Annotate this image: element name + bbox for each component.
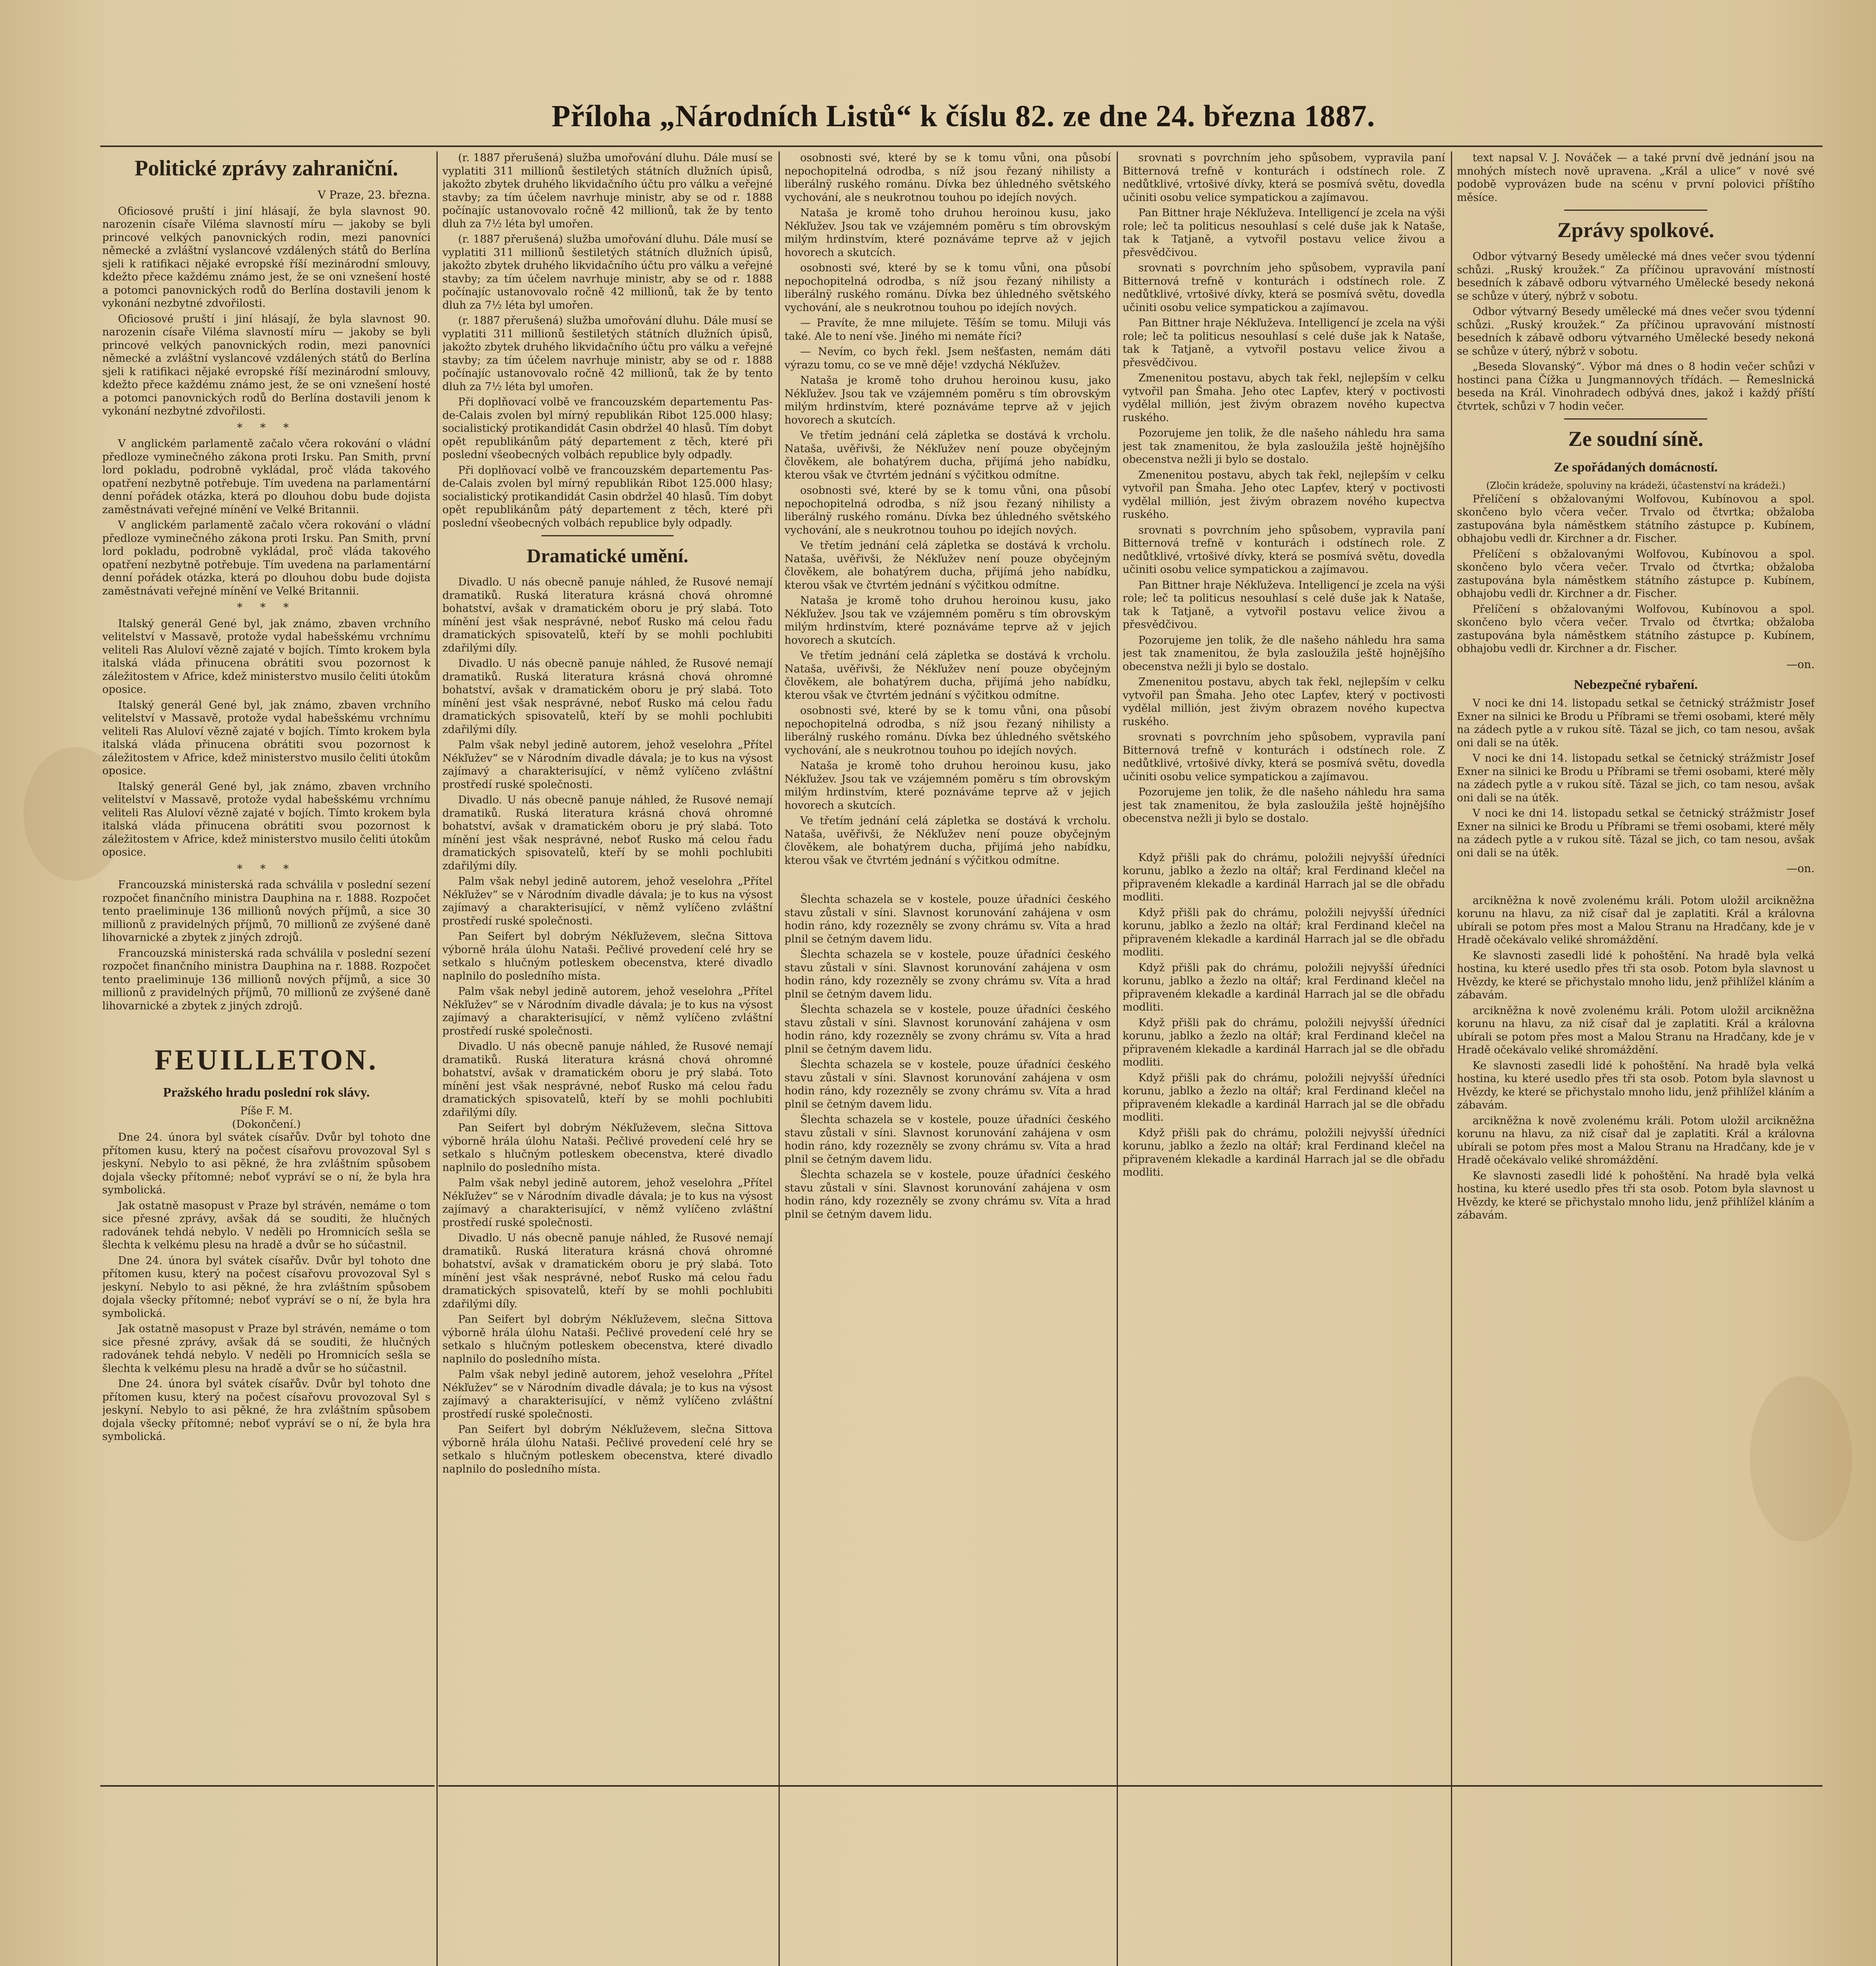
section-heading: Ze soudní síně.	[1568, 427, 1703, 451]
column-3	[784, 151, 1111, 1966]
article-paragraph: Dne 24. února byl svátek císařův. Dvůr byl tohoto dne přítomen kusu, který na počest císařovu provozoval Syl s jeskyní. Nebylo to asi pěkné, že hra zvláštním spůsobem dojala všecky přítomné; neboť vypráví se o ní, že byla hra symbolická.	[102, 1131, 431, 1196]
column-rule	[1451, 151, 1452, 1966]
article-paragraph: Nataša je kromě toho druhou heroinou kusu, jako Nékľužev. Jsou tak ve vzájemném poměru s tím obrovským milým hrdinstvím, které poznáváme teprve až v jejich hovorech a skutcích.	[784, 595, 1111, 646]
article-paragraph: Divadlo. U nás obecně panuje náhled, že Rusové nemají dramatiků. Ruská literatura krásná chová ohromné bohatství, avšak v dramatickém oboru je prý slabá. Toto mínění jest však nesprávné, neboť Rusko má celou řadu dramatických spisovatelů, kteří by se mohli pochlubiti zdařilými díly.	[442, 1040, 773, 1119]
column-rule	[436, 151, 438, 1966]
article-paragraph: Palm však nebyl jedině autorem, jehož veselohra „Přítel Nékľužev“ se v Národním divadle dávala; je to kus na výsost zajímavý a charakterisující, v němž vylíčeno zvláštní prostředí ruské společnosti.	[442, 739, 773, 791]
article-paragraph: srovnati s povrchním jeho spůsobem, vypravila paní Bitternová trefně v konturách i odstínech role. Z nedůtklivé, vrtošivé dívky, která se posmívá světu, dovedla učiniti osobu velice sympatickou a zajímavou.	[1123, 524, 1445, 576]
article-paragraph: arcikněžna k nově zvolenému králi. Potom uložil arcikněžna korunu na hlavu, za niž císař dal je zaplatiti. Král a královna ubírali se potom přes most a Malou Stranu na Hradčany, kde je v Hradě očekávalo veliké shromáždění.	[1457, 1004, 1815, 1056]
article-paragraph: Šlechta schazela se v kostele, pouze úřadníci českého stavu zůstali v síni. Slavnost korunování zahájena v osm hodin ráno, kdy rozezněly se zvony chrámu sv. Víta a hrad plnil se četným davem lidu.	[784, 1058, 1111, 1110]
article-paragraph: V noci ke dni 14. listopadu setkal se četnický strážmistr Josef Exner na silnici ke Brodu u Příbrami se třemi osobami, které měly na zádech pytle a v rukou sítě. Tázal se jich, co tam nesou, avšak oni dali se na útěk.	[1457, 752, 1815, 804]
article-paragraph: Odbor výtvarný Besedy umělecké má dnes večer svou týdenní schůzi. „Ruský kroužek.“ Za příčinou upravování místností besedních k zábavě odboru výtvarného Umělecké besedy nekoná se schůze v úterý, nýbrž v sobotu.	[1457, 250, 1815, 302]
feuilleton-continuation: (Dokončení.)	[232, 1118, 301, 1130]
article-paragraph: Francouzská ministerská rada schválila v poslední sezení rozpočet finančního ministra Dauphina na r. 1888. Rozpočet tento praeliminuje 136 millionů nových příjmů, a sice 30 millionů z pravidelných příjmů, 70 millionů ze zvýšené daně lihovarnické a zbytek z jiných zdrojů.	[102, 947, 431, 1012]
article-paragraph: Italský generál Gené byl, jak známo, zbaven vrchního velitelství v Massavě, protože vydal habešskému vrchnímu veliteli Ras Aluloví vězně zajaté v bojích. Tímto krokem byla italská vláda přinucena obrátiti svou pozornost k záležitostem v Africe, kdež ministerstvo musilo čeliti útokům oposice.	[102, 699, 431, 777]
article-paragraph: osobnosti své, které by se k tomu vůni, ona působí nepochopitelná odrodba, s níž jsou řezaný nihilisty a liberálnÿ ruského románu. Dívka bez úhledného světského vychování, ale s neukrotnou touhou po idejích nových.	[784, 152, 1111, 204]
article-paragraph: Palm však nebyl jedině autorem, jehož veselohra „Přítel Nékľužev“ se v Národním divadle dávala; je to kus na výsost zajímavý a charakterisující, v němž vylíčeno zvláštní prostředí ruské společnosti.	[442, 875, 773, 927]
column-rule	[779, 151, 780, 1966]
article-paragraph: Když přišli pak do chrámu, položili nejvyšší úředníci korunu, jablko a žezlo na oltář; kral Ferdinand klečel na připraveném klekadle a kardinál Harrach jal se dle obřadu modliti.	[1123, 906, 1445, 958]
article-paragraph: Dne 24. února byl svátek císařův. Dvůr byl tohoto dne přítomen kusu, který na počest císařovu provozoval Syl s jeskyní. Nebylo to asi pěkné, že hra zvláštním spůsobem dojala všecky přítomné; neboť vypráví se o ní, že byla hra symbolická.	[102, 1254, 431, 1320]
article-paragraph: Zmenenitou postavu, abych tak řekl, nejlepším v celku vytvořil pan Šmaha. Jeho otec Lapťev, který v poctivosti vydělal millión, jest živým obrazem nového kupectva ruského.	[1123, 676, 1445, 728]
column-rule	[1117, 151, 1118, 1966]
article-paragraph: V anglickém parlamentě začalo včera rokování o vládní předloze vyminečného zákona proti Irsku. Pan Smith, první lord pokladu, podrobně vykládal, proč vláda takového opatření nezbytně potřebuje. Tím uvedena na parlamentární denní pořádek otázka, která po dlouhou dobu bude dojista zaměstnávati veřejné mínění ve Velké Britannii.	[102, 438, 431, 516]
article-paragraph: (r. 1887 přerušená) služba umořování dluhu. Dále musí se vyplatiti 311 millionů šestiletých státních dlužních úpisů, jakožto zbytek druhého likvidačního účtu pro válku a veřejné stavby; za tím účelem navrhuje ministr, aby se od r. 1888 počínajíc ustanovovalo ročně 42 millionů, tak že by tento dluh za 7½ léta byl umořen.	[442, 233, 773, 311]
article-paragraph: arcikněžna k nově zvolenému králi. Potom uložil arcikněžna korunu na hlavu, za niž císař dal je zaplatiti. Král a královna ubírali se potom přes most a Malou Stranu na Hradčany, kde je v Hradě očekávalo veliké shromáždění.	[1457, 894, 1815, 946]
column-1	[102, 151, 431, 1966]
article-paragraph: Ve třetím jednání celá zápletka se dostává k vrcholu. Nataša, uvěřivši, že Nékľužev není pouze obyčejným člověkem, ale bohatýrem ducha, přijímá jeho nabídku, kterou však ve čtvrtém jednání s výčitkou odmítne.	[784, 539, 1111, 591]
article-paragraph: Zmenenitou postavu, abych tak řekl, nejlepším v celku vytvořil pan Šmaha. Jeho otec Lapťev, který v poctivosti vydělal millión, jest živým obrazem nového kupectva ruského.	[1123, 469, 1445, 521]
divider	[1564, 210, 1707, 211]
article-paragraph: Šlechta schazela se v kostele, pouze úřadníci českého stavu zůstali v síni. Slavnost korunování zahájena v osm hodin ráno, kdy rozezněly se zvony chrámu sv. Víta a hrad plnil se četným davem lidu.	[784, 1003, 1111, 1055]
feuilleton-heading: FEUILLETON.	[155, 1044, 378, 1076]
feuilleton-title: Pražského hradu poslední rok slávy.	[163, 1085, 370, 1100]
article-paragraph: osobnosti své, které by se k tomu vůni, ona působí nepochopitelná odrodba, s níž jsou řezaný nihilisty a liberálnÿ ruského románu. Dívka bez úhledného světského vychování, ale s neukrotnou touhou po idejích nových.	[784, 705, 1111, 757]
article-paragraph: Ke slavnosti zasedli lidé k pohoštění. Na hradě byla velká hostina, ku které usedlo přes tři sta osob. Potom byla slavnost u Hvězdy, ke které se přichystalo mnoho lidu, jenž přihlížel kláním a zábavám.	[1457, 949, 1815, 1001]
article-subheading-note: (Zločin krádeže, spoluviny na krádeži, účastenství na krádeži.)	[1486, 480, 1786, 491]
article-paragraph: Divadlo. U nás obecně panuje náhled, že Rusové nemají dramatiků. Ruská literatura krásná chová ohromné bohatství, avšak v dramatickém oboru je prý slabá. Toto mínění jest však nesprávné, neboť Rusko má celou řadu dramatických spisovatelů, kteří by se mohli pochlubiti zdařilými díly.	[442, 576, 773, 654]
article-paragraph: Oficiosové pruští i jiní hlásají, že byla slavnost 90. narozenin císaře Viléma slavností míru — jakoby se byli princové velkých panovnických rodin, mezi panovníci německé a zvláštní vyslancové vzdálených států do Berlína sjeli k ratifikaci nějaké evropské říší mezinárodní smlouvy, kdežto přece každému známo jest, že se oni vznešení hosté a potomci panovnických rodů do Berlína dostavili jenom k vykonání nezbytné zdvořilosti.	[102, 205, 431, 309]
article-paragraph: V noci ke dni 14. listopadu setkal se četnický strážmistr Josef Exner na silnici ke Brodu u Příbrami se třemi osobami, které měly na zádech pytle a v rukou sítě. Tázal se jich, co tam nesou, avšak oni dali se na útěk.	[1457, 697, 1815, 749]
article-paragraph: Šlechta schazela se v kostele, pouze úřadníci českého stavu zůstali v síni. Slavnost korunování zahájena v osm hodin ráno, kdy rozezněly se zvony chrámu sv. Víta a hrad plnil se četným davem lidu.	[784, 1169, 1111, 1220]
dialogue-line: — Nevím, co bych řekl. Jsem nešťasten, nemám dáti výrazu tomu, co se ve mně děje! vzdychá Nékľužev.	[784, 346, 1111, 371]
article-paragraph: Když přišli pak do chrámu, položili nejvyšší úředníci korunu, jablko a žezlo na oltář; kral Ferdinand klečel na připraveném klekadle a kardinál Harrach jal se dle obřadu modliti.	[1123, 1016, 1445, 1068]
article-paragraph: osobnosti své, které by se k tomu vůni, ona působí nepochopitelná odrodba, s níž jsou řezaný nihilisty a liberálnÿ ruského románu. Dívka bez úhledného světského vychování, ale s neukrotnou touhou po idejích nových.	[784, 262, 1111, 314]
article-paragraph: srovnati s povrchním jeho spůsobem, vypravila paní Bitternová trefně v konturách i odstínech role. Z nedůtklivé, vrtošivé dívky, která se posmívá světu, dovedla učiniti osobu velice sympatickou a zajímavou.	[1123, 262, 1445, 314]
masthead: Příloha „Národních Listů“ k číslu 82. ze dne 24. března 1887.	[551, 99, 1375, 133]
article-paragraph: Pan Seifert byl dobrým Nékľuževem, slečna Sittova výborně hrála úlohu Nataši. Pečlivé provedení celé hry se setkalo s hlučným potleskem obecenstva, které divadlo naplnilo do posledního místa.	[442, 1313, 773, 1365]
article-paragraph: Přelíčení s obžalovanými Wolfovou, Kubínovou a spol. skončeno bylo včera večer. Trvalo od čtvrtka; obžaloba zastupována byla náměstkem státního zástupce p. Kubínem, obhajobu vedli dr. Kirchner a dr. Fischer.	[1457, 603, 1815, 655]
article-paragraph: Nataša je kromě toho druhou heroinou kusu, jako Nékľužev. Jsou tak ve vzájemném poměru s tím obrovským milým hrdinstvím, které poznáváme teprve až v jejich hovorech a skutcích.	[784, 374, 1111, 426]
article-paragraph: Pozorujeme jen tolik, že dle našeho náhledu hra sama jest tak znamenitou, že byla zasloužila ještě hojnějšího obecenstva nežli ji bylo se dostalo.	[1123, 634, 1445, 673]
article-subheading: Nebezpečné rybaření.	[1574, 677, 1698, 692]
top-rule	[100, 145, 1823, 147]
article-paragraph: Divadlo. U nás obecně panuje náhled, že Rusové nemají dramatiků. Ruská literatura krásná chová ohromné bohatství, avšak v dramatickém oboru je prý slabá. Toto mínění jest však nesprávné, neboť Rusko má celou řadu dramatických spisovatelů, kteří by se mohli pochlubiti zdařilými díly.	[442, 1232, 773, 1310]
article-paragraph: Pozorujeme jen tolik, že dle našeho náhledu hra sama jest tak znamenitou, že byla zasloužila ještě hojnějšího obecenstva nežli ji bylo se dostalo.	[1123, 427, 1445, 466]
article-paragraph: V anglickém parlamentě začalo včera rokování o vládní předloze vyminečného zákona proti Irsku. Pan Smith, první lord pokladu, podrobně vykládal, proč vláda takového opatření nezbytně potřebuje. Tím uvedena na parlamentární denní pořádek otázka, která po dlouhou dobu bude dojista zaměstnávati veřejné mínění ve Velké Britannii.	[102, 519, 431, 597]
article-paragraph: osobnosti své, které by se k tomu vůni, ona působí nepochopitelná odrodba, s níž jsou řezaný nihilisty a liberálnÿ ruského románu. Dívka bez úhledného světského vychování, ale s neukrotnou touhou po idejích nových.	[784, 484, 1111, 536]
article-paragraph: V noci ke dni 14. listopadu setkal se četnický strážmistr Josef Exner na silnici ke Brodu u Příbrami se třemi osobami, které měly na zádech pytle a v rukou sítě. Tázal se jich, co tam nesou, avšak oni dali se na útěk.	[1457, 807, 1815, 859]
article-paragraph: Divadlo. U nás obecně panuje náhled, že Rusové nemají dramatiků. Ruská literatura krásná chová ohromné bohatství, avšak v dramatickém oboru je prý slabá. Toto mínění jest však nesprávné, neboť Rusko má celou řadu dramatických spisovatelů, kteří by se mohli pochlubiti zdařilými díly.	[442, 794, 773, 872]
article-paragraph: Šlechta schazela se v kostele, pouze úřadníci českého stavu zůstali v síni. Slavnost korunování zahájena v osm hodin ráno, kdy rozezněly se zvony chrámu sv. Víta a hrad plnil se četným davem lidu.	[784, 893, 1111, 945]
article-paragraph: Jak ostatně masopust v Praze byl strávén, nemáme o tom sice přesné zprávy, avšak dá se souditi, že hlučných radovánek tehdá nebylo. V neděli po Hromnicích sešla se šlechta k velkému plesu na hradě a dvůr se ho súčastnil.	[102, 1323, 431, 1375]
article-paragraph: Ke slavnosti zasedli lidé k pohoštění. Na hradě byla velká hostina, ku které usedlo přes tři sta osob. Potom byla slavnost u Hvězdy, ke které se přichystalo mnoho lidu, jenž přihlížel kláním a zábavám.	[1457, 1169, 1815, 1221]
article-paragraph: Pan Seifert byl dobrým Nékľuževem, slečna Sittova výborně hrála úlohu Nataši. Pečlivé provedení celé hry se setkalo s hlučným potleskem obecenstva, které divadlo naplnilo do posledního místa.	[442, 1122, 773, 1174]
article-paragraph: Palm však nebyl jedině autorem, jehož veselohra „Přítel Nékľužev“ se v Národním divadle dávala; je to kus na výsost zajímavý a charakterisující, v němž vylíčeno zvláštní prostředí ruské společnosti.	[442, 985, 773, 1037]
article-paragraph: Když přišli pak do chrámu, položili nejvyšší úředníci korunu, jablko a žezlo na oltář; kral Ferdinand klečel na připraveném klekadle a kardinál Harrach jal se dle obřadu modliti.	[1123, 851, 1445, 903]
separator-stars: * * *	[237, 421, 296, 434]
article-paragraph: Šlechta schazela se v kostele, pouze úřadníci českého stavu zůstali v síni. Slavnost korunování zahájena v osm hodin ráno, kdy rozezněly se zvony chrámu sv. Víta a hrad plnil se četným davem lidu.	[784, 948, 1111, 1000]
article-paragraph: (r. 1887 přerušená) služba umořování dluhu. Dále musí se vyplatiti 311 millionů šestiletých státních dlužních úpisů, jakožto zbytek druhého likvidačního účtu pro válku a veřejné stavby; za tím účelem navrhuje ministr, aby se od r. 1888 počínajíc ustanovovalo ročně 42 millionů, tak že by tento dluh za 7½ léta byl umořen.	[442, 315, 773, 393]
article-paragraph: srovnati s povrchním jeho spůsobem, vypravila paní Bitternová trefně v konturách i odstínech role. Z nedůtklivé, vrtošivé dívky, která se posmívá světu, dovedla učiniti osobu velice sympatickou a zajímavou.	[1123, 152, 1445, 204]
divider	[1564, 418, 1707, 420]
signature: —on.	[1786, 862, 1815, 875]
dialogue-line: — Pravíte, že mne milujete. Těším se tomu. Miluji vás také. Ale to není vše. Jiného mi nemáte říci?	[784, 317, 1111, 342]
article-paragraph: Při doplňovací volbě ve francouzském departementu Pas-de-Calais zvolen byl mírný republikán Ribot 125.000 hlasy; socialistický protikandidát Casin obdržel 40 hlasů. Tím dobyt opět republikánům pátý departement z těch, které při poslední všeobecných volbách republice byly odpadly.	[442, 396, 773, 461]
separator-stars: * * *	[237, 862, 296, 875]
article-paragraph: Francouzská ministerská rada schválila v poslední sezení rozpočet finančního ministra Dauphina na r. 1888. Rozpočet tento praeliminuje 136 millionů nových příjmů, a sice 30 millionů z pravidelných příjmů, 70 millionů ze zvýšené daně lihovarnické a zbytek z jiných zdrojů.	[102, 879, 431, 944]
article-paragraph: Jak ostatně masopust v Praze byl strávén, nemáme o tom sice přesné zprávy, avšak dá se souditi, že hlučných radovánek tehdá nebylo. V neděli po Hromnicích sešla se šlechta k velkému plesu na hradě a dvůr se ho súčastnil.	[102, 1199, 431, 1251]
article-paragraph: Když přišli pak do chrámu, položili nejvyšší úředníci korunu, jablko a žezlo na oltář; kral Ferdinand klečel na připraveném klekadle a kardinál Harrach jal se dle obřadu modliti.	[1123, 961, 1445, 1013]
article-paragraph: Ve třetím jednání celá zápletka se dostává k vrcholu. Nataša, uvěřivši, že Nékľužev není pouze obyčejným člověkem, ale bohatýrem ducha, přijímá jeho nabídku, kterou však ve čtvrtém jednání s výčitkou odmítne.	[784, 650, 1111, 701]
article-paragraph: Ke slavnosti zasedli lidé k pohoštění. Na hradě byla velká hostina, ku které usedlo přes tři sta osob. Potom byla slavnost u Hvězdy, ke které se přichystalo mnoho lidu, jenž přihlížel kláním a zábavám.	[1457, 1059, 1815, 1111]
feuilleton-author: Píše F. M.	[240, 1105, 293, 1117]
column-4	[1123, 151, 1445, 1966]
divider	[541, 535, 674, 536]
separator-stars: * * *	[237, 601, 296, 614]
article-paragraph: Divadlo. U nás obecně panuje náhled, že Rusové nemají dramatiků. Ruská literatura krásná chová ohromné bohatství, avšak v dramatickém oboru je prý slabá. Toto mínění jest však nesprávné, neboť Rusko má celou řadu dramatických spisovatelů, kteří by se mohli pochlubiti zdařilými díly.	[442, 657, 773, 736]
section-heading: Dramatické umění.	[527, 545, 689, 567]
article-paragraph: Odbor výtvarný Besedy umělecké má dnes večer svou týdenní schůzi. „Ruský kroužek.“ Za příčinou upravování místností besedních k zábavě odboru výtvarného Umělecké besedy nekoná se schůze v úterý, nýbrž v sobotu.	[1457, 306, 1815, 357]
article-paragraph: arcikněžna k nově zvolenému králi. Potom uložil arcikněžna korunu na hlavu, za niž císař dal je zaplatiti. Král a královna ubírali se potom přes most a Malou Stranu na Hradčany, kde je v Hradě očekávalo veliké shromáždění.	[1457, 1114, 1815, 1166]
article-paragraph: Palm však nebyl jedině autorem, jehož veselohra „Přítel Nékľužev“ se v Národním divadle dávala; je to kus na výsost zajímavý a charakterisující, v němž vylíčeno zvláštní prostředí ruské společnosti.	[442, 1368, 773, 1420]
article-paragraph: Přelíčení s obžalovanými Wolfovou, Kubínovou a spol. skončeno bylo včera večer. Trvalo od čtvrtka; obžaloba zastupována byla náměstkem státního zástupce p. Kubínem, obhajobu vedli dr. Kirchner a dr. Fischer.	[1457, 493, 1815, 545]
article-paragraph: Oficiosové pruští i jiní hlásají, že byla slavnost 90. narozenin císaře Viléma slavností míru — jakoby se byli princové velkých panovnických rodin, mezi panovníci německé a zvláštní vyslancové vzdálených států do Berlína sjeli k ratifikaci nějaké evropské říší mezinárodní smlouvy, kdežto přece každému známo jest, že se oni vznešení hosté a potomci panovnických rodů do Berlína dostavili jenom k vykonání nezbytné zdvořilosti.	[102, 313, 431, 417]
article-paragraph: Při doplňovací volbě ve francouzském departementu Pas-de-Calais zvolen byl mírný republikán Ribot 125.000 hlasy; socialistický protikandidát Casin obdržel 40 hlasů. Tím dobyt opět republikánům pátý departement z těch, které při poslední všeobecných volbách republice byly odpadly.	[442, 464, 773, 529]
column-2	[442, 151, 773, 1966]
article-paragraph: Pan Bittner hraje Nékľuževa. Intelligencí je zcela na výši role; leč ta politicus nesouhlasí s celé duše jak k Nataše, tak k Tatjaně, a vytvořil postavu velice živou a přesvědčivou.	[1123, 207, 1445, 259]
article-paragraph: (r. 1887 přerušená) služba umořování dluhu. Dále musí se vyplatiti 311 millionů šestiletých státních dlužních úpisů, jakožto zbytek druhého likvidačního účtu pro válku a veřejné stavby; za tím účelem navrhuje ministr, aby se od r. 1888 počínajíc ustanovovalo ročně 42 millionů, tak že by tento dluh za 7½ léta byl umořen.	[442, 152, 773, 230]
article-paragraph: Palm však nebyl jedině autorem, jehož veselohra „Přítel Nékľužev“ se v Národním divadle dávala; je to kus na výsost zajímavý a charakterisující, v němž vylíčeno zvláštní prostředí ruské společnosti.	[442, 1177, 773, 1229]
section-heading: Zprávy spolkové.	[1557, 218, 1714, 242]
article-paragraph: Když přišli pak do chrámu, položili nejvyšší úředníci korunu, jablko a žezlo na oltář; kral Ferdinand klečel na připraveném klekadle a kardinál Harrach jal se dle obřadu modliti.	[1123, 1127, 1445, 1178]
column-5	[1457, 151, 1815, 1966]
article-paragraph: srovnati s povrchním jeho spůsobem, vypravila paní Bitternová trefně v konturách i odstínech role. Z nedůtklivé, vrtošivé dívky, která se posmívá světu, dovedla učiniti osobu velice sympatickou a zajímavou.	[1123, 731, 1445, 783]
article-paragraph: Pan Bittner hraje Nékľuževa. Intelligencí je zcela na výši role; leč ta politicus nesouhlasí s celé duše jak k Nataše, tak k Tatjaně, a vytvořil postavu velice živou a přesvědčivou.	[1123, 317, 1445, 369]
article-paragraph: „Beseda Slovanský“. Výbor má dnes o 8 hodin večer schůzi v hostinci pana Čížka u Jungmannových třídách. — Řemeslnická beseda na Král. Vinohradech odbývá dnes, jakož i každý příští čtvrtek, schůzi v 7 hodin večer.	[1457, 361, 1815, 412]
article-paragraph: Zmenenitou postavu, abych tak řekl, nejlepším v celku vytvořil pan Šmaha. Jeho otec Lapťev, který v poctivosti vydělal millión, jest živým obrazem nového kupectva ruského.	[1123, 372, 1445, 424]
article-paragraph: Přelíčení s obžalovanými Wolfovou, Kubínovou a spol. skončeno bylo včera večer. Trvalo od čtvrtka; obžaloba zastupována byla náměstkem státního zástupce p. Kubínem, obhajobu vedli dr. Kirchner a dr. Fischer.	[1457, 548, 1815, 600]
article-paragraph: Když přišli pak do chrámu, položili nejvyšší úředníci korunu, jablko a žezlo na oltář; kral Ferdinand klečel na připraveném klekadle a kardinál Harrach jal se dle obřadu modliti.	[1123, 1071, 1445, 1123]
article-paragraph: text napsal V. J. Nováček — a také první dvě jednání jsou na mnohých místech nově upravena. „Král a ulice“ v nové své podobě vyprovázen bude na scénu v první polovici příštího měsíce.	[1457, 152, 1815, 204]
article-paragraph: Italský generál Gené byl, jak známo, zbaven vrchního velitelství v Massavě, protože vydal habešskému vrchnímu veliteli Ras Aluloví vězně zajaté v bojích. Tímto krokem byla italská vláda přinucena obrátiti svou pozornost k záležitostem v Africe, kdež ministerstvo musilo čeliti útokům oposice.	[102, 617, 431, 696]
article-paragraph: Pozorujeme jen tolik, že dle našeho náhledu hra sama jest tak znamenitou, že byla zasloužila ještě hojnějšího obecenstva nežli ji bylo se dostalo.	[1123, 786, 1445, 825]
article-subheading: Ze spořádaných domácností.	[1554, 460, 1718, 475]
article-paragraph: Pan Seifert byl dobrým Nékľuževem, slečna Sittova výborně hrála úlohu Nataši. Pečlivé provedení celé hry se setkalo s hlučným potleskem obecenstva, které divadlo naplnilo do posledního místa.	[442, 1423, 773, 1475]
article-paragraph: Nataša je kromě toho druhou heroinou kusu, jako Nékľužev. Jsou tak ve vzájemném poměru s tím obrovským milým hrdinstvím, které poznáváme teprve až v jejich hovorech a skutcích.	[784, 207, 1111, 259]
signature: —on.	[1786, 657, 1815, 671]
article-paragraph: Italský generál Gené byl, jak známo, zbaven vrchního velitelství v Massavě, protože vydal habešskému vrchnímu veliteli Ras Aluloví vězně zajaté v bojích. Tímto krokem byla italská vláda přinucena obrátiti svou pozornost k záležitostem v Africe, kdež ministerstvo musilo čeliti útokům oposice.	[102, 780, 431, 858]
article-paragraph: Dne 24. února byl svátek císařův. Dvůr byl tohoto dne přítomen kusu, který na počest císařovu provozoval Syl s jeskyní. Nebylo to asi pěkné, že hra zvláštním spůsobem dojala všecky přítomné; neboť vypráví se o ní, že byla hra symbolická.	[102, 1378, 431, 1443]
article-paragraph: Šlechta schazela se v kostele, pouze úřadníci českého stavu zůstali v síni. Slavnost korunování zahájena v osm hodin ráno, kdy rozezněly se zvony chrámu sv. Víta a hrad plnil se četným davem lidu.	[784, 1114, 1111, 1165]
dateline: V Praze, 23. března.	[318, 188, 431, 201]
article-paragraph: Pan Seifert byl dobrým Nékľuževem, slečna Sittova výborně hrála úlohu Nataši. Pečlivé provedení celé hry se setkalo s hlučným potleskem obecenstva, které divadlo naplnilo do posledního místa.	[442, 930, 773, 982]
article-paragraph: Ve třetím jednání celá zápletka se dostává k vrcholu. Nataša, uvěřivši, že Nékľužev není pouze obyčejným člověkem, ale bohatýrem ducha, přijímá jeho nabídku, kterou však ve čtvrtém jednání s výčitkou odmítne.	[784, 429, 1111, 481]
article-paragraph: Nataša je kromě toho druhou heroinou kusu, jako Nékľužev. Jsou tak ve vzájemném poměru s tím obrovským milým hrdinstvím, které poznáváme teprve až v jejich hovorech a skutcích.	[784, 760, 1111, 812]
article-paragraph: Pan Bittner hraje Nékľuževa. Intelligencí je zcela na výši role; leč ta politicus nesouhlasí s celé duše jak k Nataše, tak k Tatjaně, a vytvořil postavu velice živou a přesvědčivou.	[1123, 579, 1445, 631]
section-heading: Politické zprávy zahraniční.	[134, 156, 398, 180]
article-paragraph: Ve třetím jednání celá zápletka se dostává k vrcholu. Nataša, uvěřivši, že Nékľužev není pouze obyčejným člověkem, ale bohatýrem ducha, přijímá jeho nabídku, kterou však ve čtvrtém jednání s výčitkou odmítne.	[784, 815, 1111, 867]
